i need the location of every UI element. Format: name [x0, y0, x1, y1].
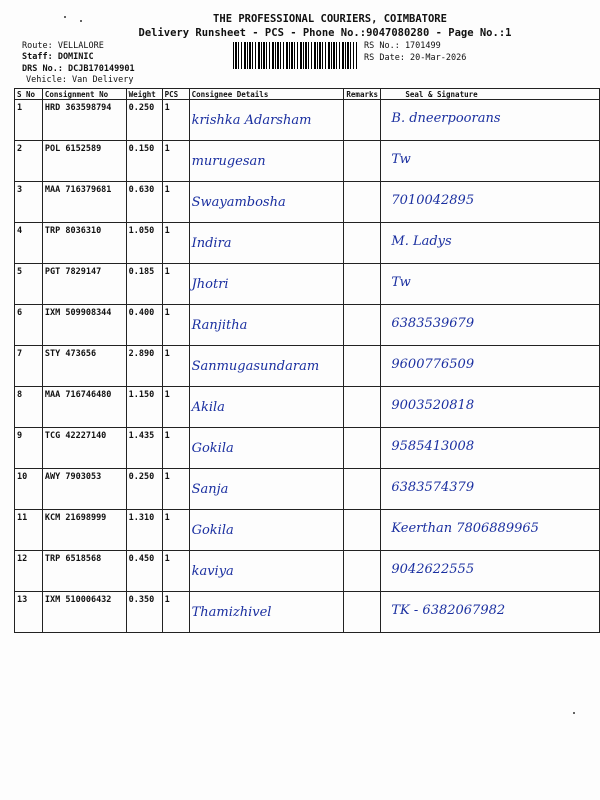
table-row — [15, 182, 600, 223]
row-weight: 0.630 — [126, 182, 162, 223]
consignee-handwriting: Gokila — [191, 523, 234, 538]
row-pcs: 1 — [162, 305, 189, 346]
row-consignee — [189, 305, 344, 346]
row-sno: 10 — [15, 469, 43, 510]
table-row — [15, 387, 600, 428]
signature-handwriting: 9585413008 — [391, 439, 475, 454]
row-remarks — [344, 182, 381, 223]
row-signature — [381, 141, 600, 182]
row-consignment: PGT 7829147 — [42, 264, 126, 305]
row-remarks — [344, 141, 381, 182]
row-consignee — [189, 428, 344, 469]
row-signature — [381, 387, 600, 428]
consignee-handwriting: Ranjitha — [191, 318, 248, 333]
consignee-handwriting: Indira — [191, 236, 232, 251]
row-pcs: 1 — [162, 223, 189, 264]
row-signature — [381, 469, 600, 510]
row-signature — [381, 100, 600, 141]
row-signature — [381, 510, 600, 551]
table-row — [15, 592, 600, 633]
row-consignment: TRP 6518568 — [42, 551, 126, 592]
rs-date-label: RS Date: 20-Mar-2026 — [364, 53, 467, 63]
consignee-handwriting: Swayambosha — [191, 195, 286, 210]
consignee-handwriting: murugesan — [191, 154, 266, 169]
row-consignee — [189, 510, 344, 551]
row-pcs: 1 — [162, 551, 189, 592]
row-sno: 5 — [15, 264, 43, 305]
row-consignment: MAA 716379681 — [42, 182, 126, 223]
row-consignment: IXM 510006432 — [42, 592, 126, 633]
row-weight: 0.150 — [126, 141, 162, 182]
staff-label: Staff: DOMINIC — [22, 52, 94, 62]
signature-handwriting: B. dneerpoorans — [391, 111, 501, 126]
consignee-handwriting: krishka Adarsham — [191, 113, 312, 128]
row-signature — [381, 305, 600, 346]
row-sno: 8 — [15, 387, 43, 428]
row-weight: 0.450 — [126, 551, 162, 592]
row-sno: 11 — [15, 510, 43, 551]
row-signature — [381, 346, 600, 387]
consignee-handwriting: Jhotri — [191, 277, 229, 292]
row-pcs: 1 — [162, 346, 189, 387]
signature-handwriting: M. Ladys — [391, 234, 452, 249]
row-consignee — [189, 469, 344, 510]
table-row — [15, 141, 600, 182]
row-pcs: 1 — [162, 387, 189, 428]
row-consignment: KCM 21698999 — [42, 510, 126, 551]
row-sno: 9 — [15, 428, 43, 469]
row-sno: 4 — [15, 223, 43, 264]
signature-handwriting: 9003520818 — [391, 398, 475, 413]
table-row — [15, 223, 600, 264]
row-remarks — [344, 592, 381, 633]
scan-dot — [80, 20, 82, 22]
table-row — [15, 551, 600, 592]
row-pcs: 1 — [162, 100, 189, 141]
row-consignee — [189, 592, 344, 633]
row-remarks — [344, 387, 381, 428]
barcode — [233, 42, 357, 69]
row-sno: 12 — [15, 551, 43, 592]
signature-handwriting: Keerthan 7806889965 — [391, 521, 539, 536]
row-sno: 13 — [15, 592, 43, 633]
row-consignee — [189, 223, 344, 264]
col-signature: Seal & Signature — [381, 89, 600, 100]
row-weight: 1.050 — [126, 223, 162, 264]
consignee-handwriting: Sanmugasundaram — [191, 359, 320, 374]
row-remarks — [344, 428, 381, 469]
route-label: Route: VELLALORE — [22, 41, 104, 51]
row-pcs: 1 — [162, 264, 189, 305]
signature-handwriting: 6383539679 — [391, 316, 475, 331]
runsheet-table — [14, 88, 600, 633]
signature-handwriting: TK - 6382067982 — [391, 603, 506, 618]
row-weight: 0.350 — [126, 592, 162, 633]
row-pcs: 1 — [162, 182, 189, 223]
row-consignment: MAA 716746480 — [42, 387, 126, 428]
row-consignment: AWY 7903053 — [42, 469, 126, 510]
consignee-handwriting: Thamizhivel — [191, 605, 272, 620]
row-consignment: TCG 42227140 — [42, 428, 126, 469]
signature-handwriting: 9042622555 — [391, 562, 475, 577]
row-consignee — [189, 551, 344, 592]
row-signature — [381, 592, 600, 633]
table-row — [15, 264, 600, 305]
row-weight: 0.250 — [126, 100, 162, 141]
row-remarks — [344, 100, 381, 141]
table-row — [15, 100, 600, 141]
row-sno: 7 — [15, 346, 43, 387]
drs-label: DRS No.: DCJB170149901 — [22, 64, 135, 74]
row-weight: 1.150 — [126, 387, 162, 428]
row-consignee — [189, 100, 344, 141]
table-header-row — [15, 89, 600, 100]
row-sno: 1 — [15, 100, 43, 141]
row-remarks — [344, 305, 381, 346]
table-row — [15, 346, 600, 387]
row-remarks — [344, 223, 381, 264]
row-consignment: TRP 8036310 — [42, 223, 126, 264]
company-title: THE PROFESSIONAL COURIERS, COIMBATORE — [213, 13, 447, 25]
row-consignee — [189, 182, 344, 223]
table-row — [15, 305, 600, 346]
signature-handwriting: Tw — [391, 275, 411, 290]
table-row — [15, 469, 600, 510]
row-weight: 1.310 — [126, 510, 162, 551]
row-weight: 1.435 — [126, 428, 162, 469]
row-remarks — [344, 346, 381, 387]
row-consignee — [189, 387, 344, 428]
col-pcs: PCS — [162, 89, 189, 100]
row-consignee — [189, 264, 344, 305]
row-signature — [381, 182, 600, 223]
row-sno: 2 — [15, 141, 43, 182]
row-consignment: STY 473656 — [42, 346, 126, 387]
signature-handwriting: 9600776509 — [391, 357, 475, 372]
row-remarks — [344, 264, 381, 305]
col-consignment: Consignment No — [42, 89, 126, 100]
row-signature — [381, 428, 600, 469]
row-remarks — [344, 510, 381, 551]
consignee-handwriting: kaviya — [191, 564, 234, 579]
row-signature — [381, 264, 600, 305]
scan-dot — [573, 712, 575, 714]
consignee-handwriting: Gokila — [191, 441, 234, 456]
row-consignee — [189, 346, 344, 387]
row-sno: 3 — [15, 182, 43, 223]
row-pcs: 1 — [162, 141, 189, 182]
row-consignee — [189, 141, 344, 182]
row-weight: 0.185 — [126, 264, 162, 305]
row-remarks — [344, 551, 381, 592]
signature-handwriting: Tw — [391, 152, 411, 167]
runsheet-subtitle: Delivery Runsheet - PCS - Phone No.:9047080280 - Page No.:1 — [138, 27, 512, 39]
col-consignee: Consignee Details — [189, 89, 344, 100]
consignee-handwriting: Akila — [191, 400, 225, 415]
consignee-handwriting: Sanja — [191, 482, 229, 497]
col-remarks: Remarks — [344, 89, 381, 100]
row-consignment: IXM 509908344 — [42, 305, 126, 346]
row-remarks — [344, 469, 381, 510]
rs-no-label: RS No.: 1701499 — [364, 41, 441, 51]
row-signature — [381, 223, 600, 264]
row-weight: 0.400 — [126, 305, 162, 346]
col-weight: Weight — [126, 89, 162, 100]
row-pcs: 1 — [162, 592, 189, 633]
signature-handwriting: 6383574379 — [391, 480, 475, 495]
table-row — [15, 510, 600, 551]
signature-handwriting: 7010042895 — [391, 193, 475, 208]
row-pcs: 1 — [162, 469, 189, 510]
row-pcs: 1 — [162, 510, 189, 551]
row-signature — [381, 551, 600, 592]
row-weight: 2.890 — [126, 346, 162, 387]
row-consignment: POL 6152589 — [42, 141, 126, 182]
row-sno: 6 — [15, 305, 43, 346]
col-sno: S No — [15, 89, 43, 100]
row-pcs: 1 — [162, 428, 189, 469]
scan-dot — [64, 16, 66, 18]
vehicle-label: Vehicle: Van Delivery — [26, 75, 134, 85]
row-weight: 0.250 — [126, 469, 162, 510]
row-consignment: HRD 363598794 — [42, 100, 126, 141]
table-row — [15, 428, 600, 469]
